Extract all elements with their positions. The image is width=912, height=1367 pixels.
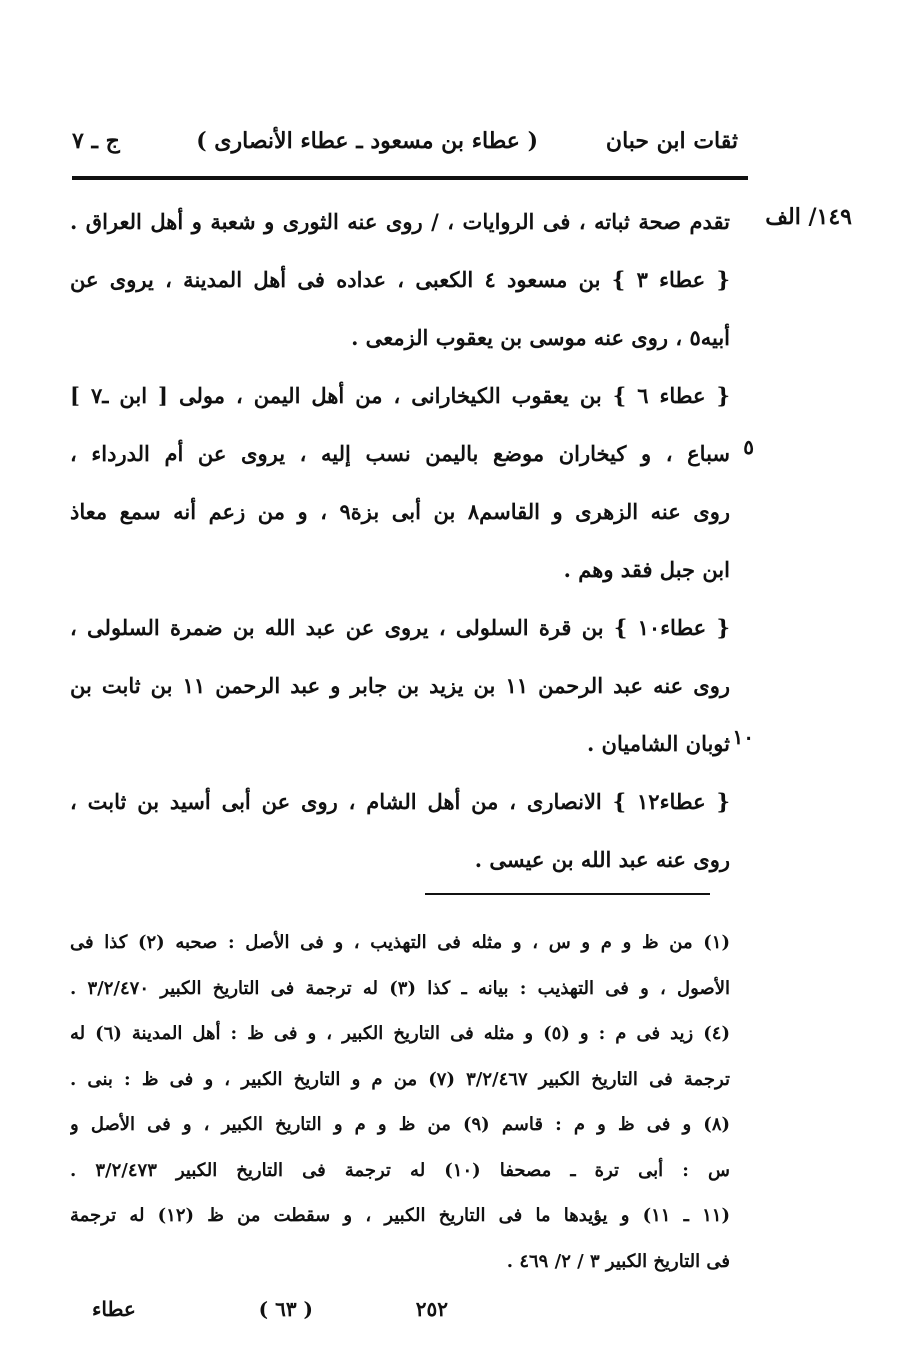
footnote-line: (٨) و فى ظ و م : قاسم (٩) من ظ و م و التاريخ الكبير ، و فى الأصل و xyxy=(70,1114,730,1135)
footnote-separator xyxy=(425,893,710,895)
footnote-line: فى التاريخ الكبير ٣ / ٢/ ٤٦٩ . xyxy=(506,1250,730,1272)
line-number-5: ٥ xyxy=(743,435,754,459)
header-rule xyxy=(72,176,748,180)
footnote-line: (١١ ـ ١١) و يؤيدها ما فى التاريخ الكبير ، و سقطت من ظ (١٢) له ترجمة xyxy=(70,1205,730,1226)
footnotes xyxy=(70,920,730,1284)
running-header xyxy=(72,122,748,166)
footnote-line: (١) من ظ و م و س ، و مثله فى التهذيب ، و فى الأصل : صحبه (٢) كذا فى xyxy=(70,932,730,953)
footnote-line: (٤) زيد فى م : و (٥) و مثله فى التاريخ الكبير ، و فى ظ : أهل المدينة (٦) له xyxy=(70,1023,730,1044)
text-line: { عطاء١٢ } الانصارى ، من أهل الشام ، روى عن أبى أسيد بن ثابت ، xyxy=(70,789,730,814)
text-line: { عطاء ٦ } بن يعقوب الكيخارانى ، من أهل اليمن ، مولى [ ابن ـ٧ ] xyxy=(70,383,730,408)
text-line: روى عنه عبد الرحمن ١١ بن يزيد بن جابر و عبد الرحمن ١١ بن ثابت بن xyxy=(70,673,730,698)
text-line: تقدم صحة ثباته ، فى الروايات ، / روى عنه الثورى و شعبة و أهل العراق . xyxy=(70,209,730,234)
text-line: { عطاء١٠ } بن قرة السلولى ، يروى عن عبد الله بن ضمرة السلولى ، xyxy=(70,615,730,640)
section-title: ( عطاء بن مسعود ـ عطاء الأنصارى ) xyxy=(196,128,538,154)
manuscript-folio-note: ١٤٩/ الف xyxy=(765,204,852,230)
text-line: { عطاء ٣ } بن مسعود ٤ الكعبى ، عداده فى أهل المدينة ، يروى عن xyxy=(70,267,730,292)
text-line: سباع ، و كيخاران موضع باليمن نسب إليه ، يروى عن أم الدرداء ، xyxy=(70,441,730,466)
footnote-line: س : أبى ترة ـ مصحفا (١٠) له ترجمة فى التاريخ الكبير ٣/٢/٤٧٣ . xyxy=(70,1159,730,1181)
footnote-line: ترجمة فى التاريخ الكبير ٣/٢/٤٦٧ (٧) من م و التاريخ الكبير ، و فى ظ : بنى . xyxy=(70,1068,730,1090)
signature-mark: ( ٦٣ ) xyxy=(258,1297,313,1321)
text-line: ثوبان الشاميان . xyxy=(586,731,730,756)
text-line: روى عنه الزهرى و القاسم٨ بن أبى بزة٩ ، و من زعم أنه سمع معاذ xyxy=(70,499,730,524)
text-line: ابن جبل فقد وهم . xyxy=(563,557,730,582)
text-line: روى عنه عبد الله بن عيسى . xyxy=(474,847,730,872)
page-footer xyxy=(72,1297,748,1327)
catchword: عطاء xyxy=(92,1297,136,1321)
text-line: أبيه٥ ، روى عنه موسى بن يعقوب الزمعى . xyxy=(351,325,730,350)
book-title: ثقات ابن حبان xyxy=(605,128,738,154)
main-text xyxy=(70,193,730,889)
volume-label: ج ـ ٧ xyxy=(72,128,120,154)
footnote-line: الأصول ، و فى التهذيب : بيانه ـ كذا (٣) له ترجمة فى التاريخ الكبير ٣/٢/٤٧٠ . xyxy=(70,977,730,999)
line-number-10: ١٠ xyxy=(732,725,754,749)
page-number: ٢٥٢ xyxy=(415,1297,448,1321)
